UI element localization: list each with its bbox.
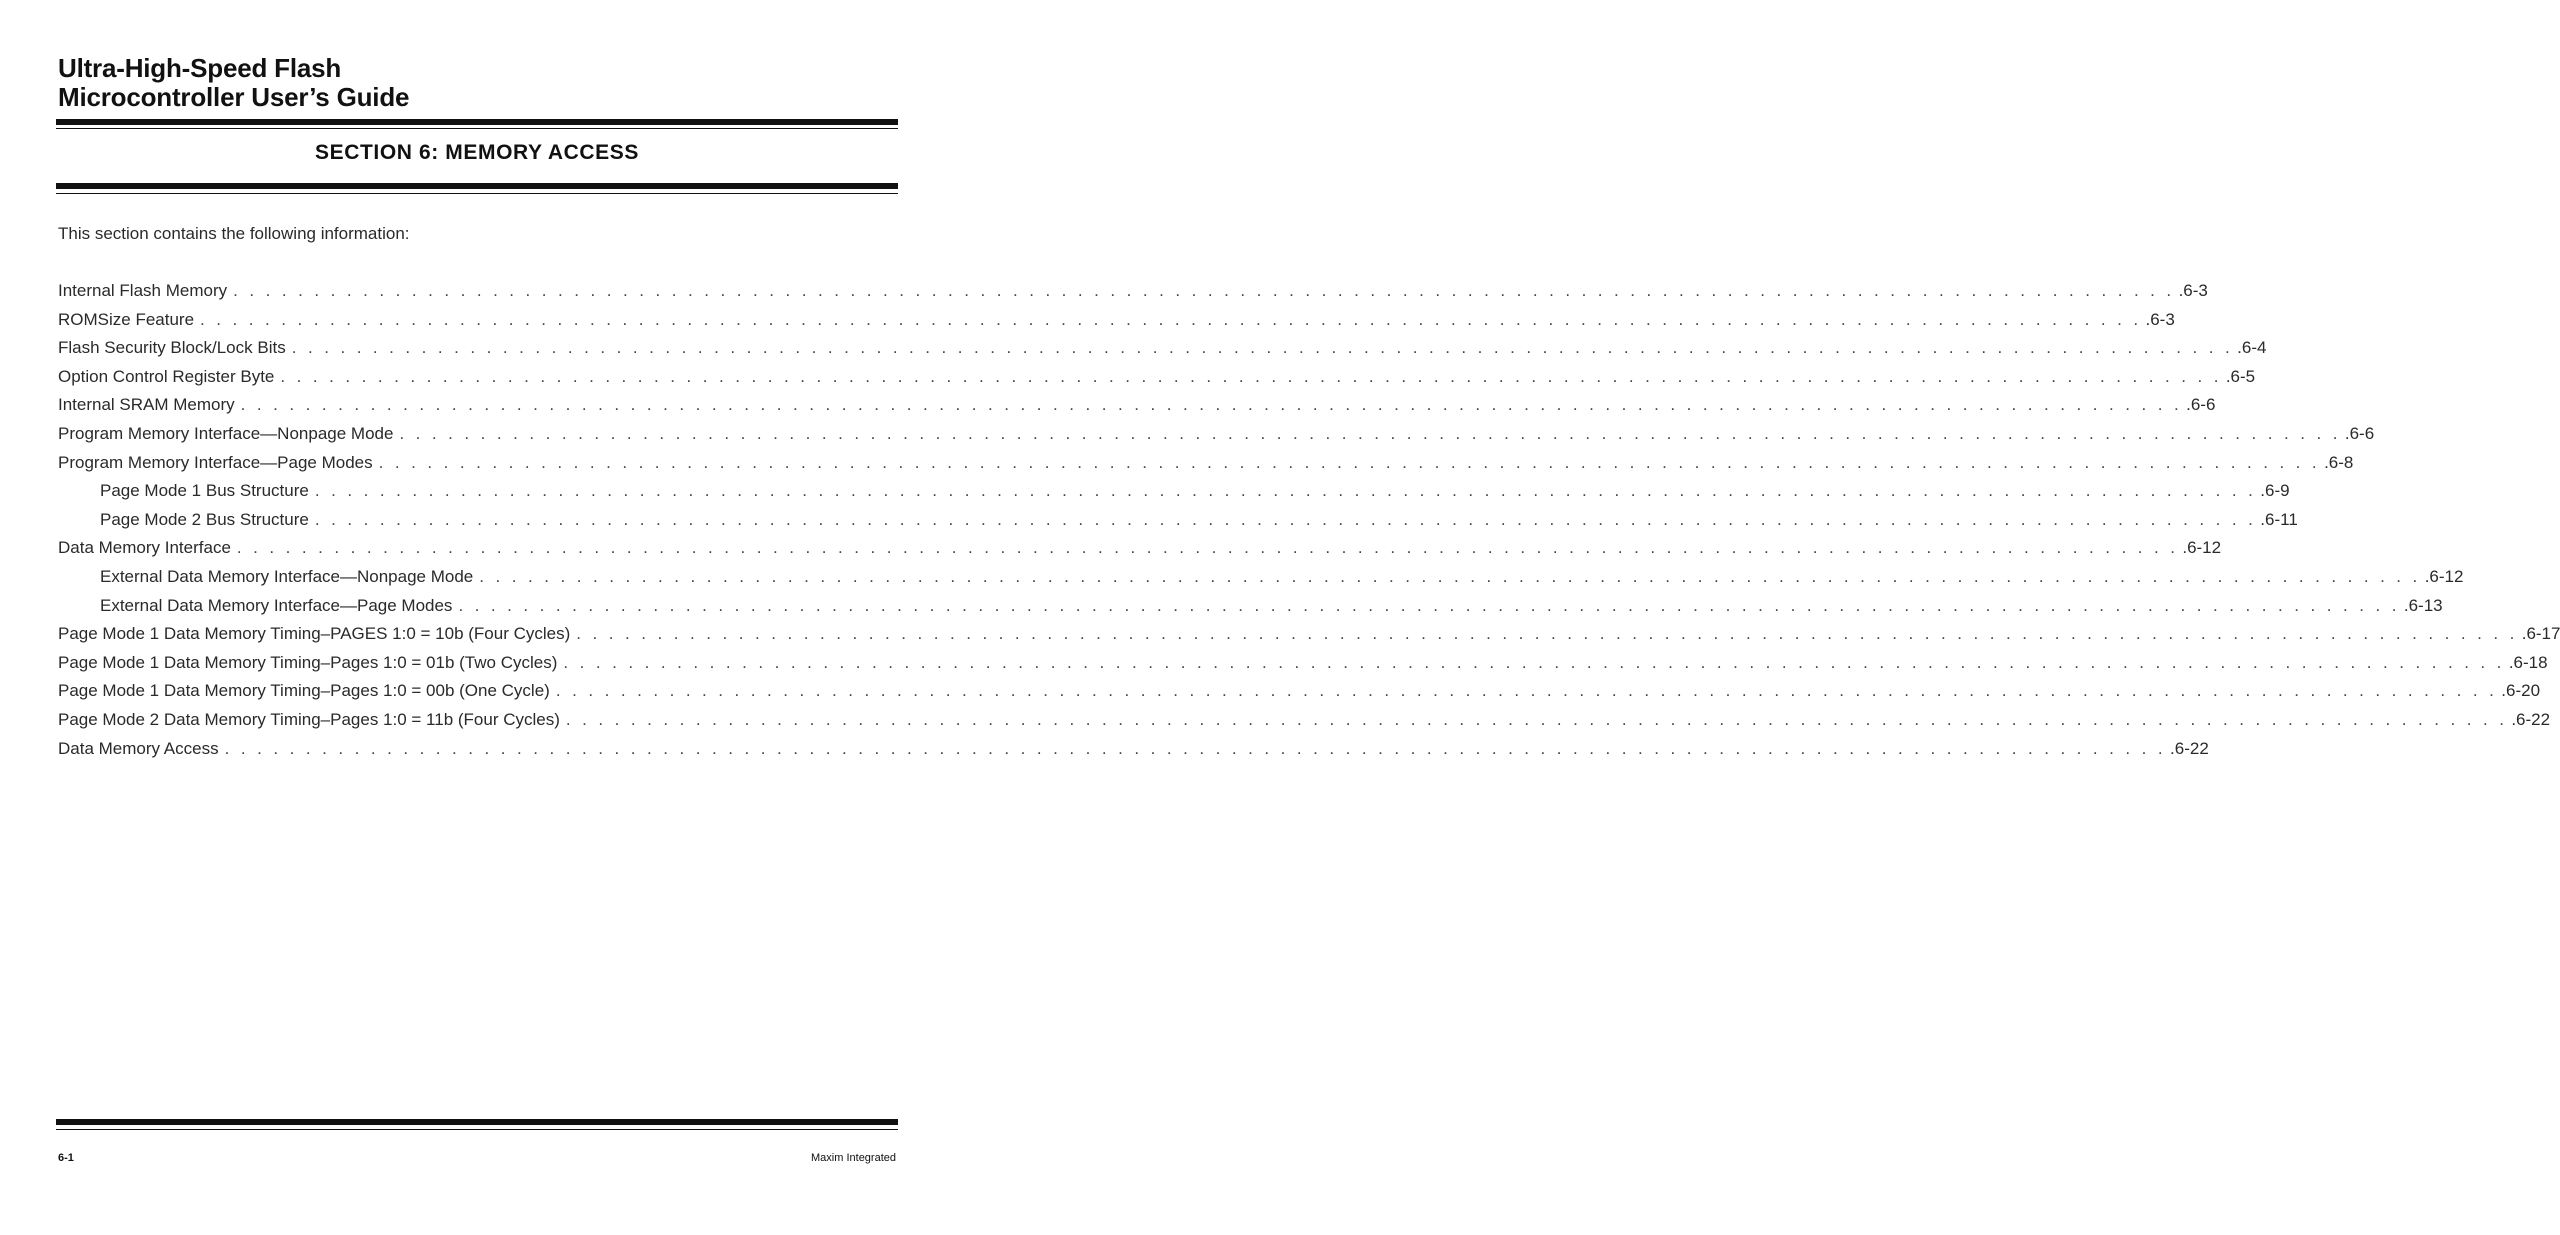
toc-entry-page: .6-12 (2182, 538, 2222, 558)
toc-entry (58, 566, 2464, 596)
table-of-contents (58, 281, 2560, 767)
toc-entry (58, 395, 2216, 424)
toc-entry (58, 738, 2209, 768)
toc-entry-title: Data Memory Interface (58, 538, 231, 558)
toc-entry-title: ROMSize Feature (58, 309, 195, 329)
toc-entry-title: Option Control Register Byte (58, 366, 275, 386)
section-rule-thick (56, 183, 898, 189)
toc-entry-page: .6-8 (2324, 452, 2354, 472)
footer-rule-thick (56, 1119, 898, 1125)
toc-entry (58, 423, 2375, 453)
toc-entry-title: Page Mode 1 Data Memory Timing–Pages 1:0 = 01b (Two Cycles) (58, 652, 558, 672)
toc-entry-page: .6-9 (2260, 481, 2290, 501)
toc-entry-title: Program Memory Interface—Page Modes (58, 452, 373, 472)
toc-dot-leader: . . . . . . . . . . . . . . . . . . . . . . . . . . . . . . . . . . . . . . . . . . . . . . . . . . . . . . . . . . . . . . . . . . . . . . . . . . . . . . . . . . . . . . . . . . . . . . . . . . . . . . . . . . . . . . . . . . . . . . . . (314, 481, 2257, 501)
toc-entry-title: Page Mode 2 Data Memory Timing–Pages 1:0 = 11b (Four Cycles) (58, 709, 560, 729)
toc-entry-page: .6-12 (2424, 566, 2464, 586)
company-name: Maxim Integrated (811, 1152, 896, 1164)
toc-entry (58, 366, 2256, 396)
toc-dot-leader: . . . . . . . . . . . . . . . . . . . . . . . . . . . . . . . . . . . . . . . . . . . . . . . . . . . . . . . . . . . . . . . . . . . . . . . . . . . . . . . . . . . . . . . . . . . . . . . . . . . . . . . . . . . . . . . . . . . . . . . . (291, 338, 2234, 358)
toc-entry (58, 338, 2267, 367)
toc-entry (58, 452, 2354, 482)
toc-entry-page: .6-11 (2260, 509, 2298, 529)
toc-dot-leader: . . . . . . . . . . . . . . . . . . . . . . . . . . . . . . . . . . . . . . . . . . . . . . . . . . . . . . . . . . . . . . . . . . . . . . . . . . . . . . . . . . . . . . . . . . . . . . . . . . . . . . . . . . . . . . . . . . . . . . . . (563, 652, 2505, 672)
toc-entry-title: Page Mode 2 Bus Structure (100, 509, 309, 529)
toc-entry (58, 309, 2175, 339)
page-number: 6-1 (58, 1152, 74, 1164)
toc-dot-leader: . . . . . . . . . . . . . . . . . . . . . . . . . . . . . . . . . . . . . . . . . . . . . . . . . . . . . . . . . . . . . . . . . . . . . . . . . . . . . . . . . . . . . . . . . . . . . . . . . . . . . . . . . . . . . . . . . . . . . . . . (200, 309, 2142, 329)
toc-entry-page: .6-20 (2501, 681, 2541, 701)
toc-dot-leader: . . . . . . . . . . . . . . . . . . . . . . . . . . . . . . . . . . . . . . . . . . . . . . . . . . . . . . . . . . . . . . . . . . . . . . . . . . . . . . . . . . . . . . . . . . . . . . . . . . . . . . . . . . . . . . . . . . . . . . . . (399, 423, 2341, 443)
section-rule-thin (56, 193, 898, 194)
toc-dot-leader: . . . . . . . . . . . . . . . . . . . . . . . . . . . . . . . . . . . . . . . . . . . . . . . . . . . . . . . . . . . . . . . . . . . . . . . . . . . . . . . . . . . . . . . . . . . . . . . . . . . . . . . . . . . . . . . . . . . . . . . . (458, 595, 2400, 615)
toc-entry-title: Flash Security Block/Lock Bits (58, 338, 286, 358)
toc-entry-page: .6-13 (2403, 595, 2443, 615)
toc-dot-leader: . . . . . . . . . . . . . . . . . . . . . . . . . . . . . . . . . . . . . . . . . . . . . . . . . . . . . . . . . . . . . . . . . . . . . . . . . . . . . . . . . . . . . . . . . . . . . . . . . . . . . . . . . . . . . . . . . . . . . . . . (224, 738, 2167, 758)
document-title (58, 54, 898, 112)
toc-entry-page: .6-17 (2521, 624, 2560, 644)
toc-entry (58, 652, 2548, 682)
toc-dot-leader: . . . . . . . . . . . . . . . . . . . . . . . . . . . . . . . . . . . . . . . . . . . . . . . . . . . . . . . . . . . . . . . . . . . . . . . . . . . . . . . . . . . . . . . . . . . . . . . . . . . . . . . . . . . . . . . . . . . . . . . . (280, 366, 2222, 386)
toc-entry-page: .6-3 (2145, 309, 2175, 329)
intro-text: This section contains the following information: (58, 224, 410, 243)
toc-dot-leader: . . . . . . . . . . . . . . . . . . . . . . . . . . . . . . . . . . . . . . . . . . . . . . . . . . . . . . . . . . . . . . . . . . . . . . . . . . . . . . . . . . . . . . . . . . . . . . . . . . . . . . . . . . . . . . . . . . . . . . . . (555, 681, 2498, 701)
toc-entry-page: .6-4 (2237, 338, 2267, 358)
toc-entry (58, 281, 2208, 310)
toc-entry-page: .6-6 (2186, 395, 2216, 415)
toc-entry-page: .6-6 (2344, 423, 2375, 443)
toc-entry-title: External Data Memory Interface—Nonpage Mode (100, 566, 474, 586)
toc-entry-page: .6-22 (2511, 709, 2551, 729)
header-rule-thick (56, 119, 898, 125)
toc-entry-page: .6-5 (2225, 366, 2256, 386)
toc-dot-leader: . . . . . . . . . . . . . . . . . . . . . . . . . . . . . . . . . . . . . . . . . . . . . . . . . . . . . . . . . . . . . . . . . . . . . . . . . . . . . . . . . . . . . . . . . . . . . . . . . . . . . . . . . . . . . . . . . . . . . . . . (565, 709, 2508, 729)
header-rule-thin (56, 128, 898, 129)
toc-entry-title: Internal SRAM Memory (58, 395, 235, 415)
toc-entry (58, 538, 2222, 567)
document-title-line1: Ultra-High-Speed Flash (58, 53, 342, 83)
document-title-line2: Microcontroller User’s Guide (58, 82, 410, 112)
toc-entry (58, 709, 2551, 739)
toc-entry-title: Data Memory Access (58, 738, 219, 758)
toc-entry-title: Internal Flash Memory (58, 281, 228, 300)
toc-entry-title: Page Mode 1 Data Memory Timing–PAGES 1:0 = 10b (Four Cycles) (58, 624, 571, 644)
toc-entry (58, 481, 2290, 510)
toc-entry-page: .6-18 (2508, 652, 2548, 672)
toc-entry-page: .6-22 (2170, 738, 2209, 758)
toc-dot-leader: . . . . . . . . . . . . . . . . . . . . . . . . . . . . . . . . . . . . . . . . . . . . . . . . . . . . . . . . . . . . . . . . . . . . . . . . . . . . . . . . . . . . . . . . . . . . . . . . . . . . . . . . . . . . . . . . . . . . . . . . (314, 509, 2257, 529)
toc-entry (58, 595, 2443, 625)
toc-entry-title: Program Memory Interface—Nonpage Mode (58, 423, 394, 443)
toc-entry (58, 509, 2298, 539)
section-title: SECTION 6: MEMORY ACCESS (315, 141, 639, 164)
toc-dot-leader: . . . . . . . . . . . . . . . . . . . . . . . . . . . . . . . . . . . . . . . . . . . . . . . . . . . . . . . . . . . . . . . . . . . . . . . . . . . . . . . . . . . . . . . . . . . . . . . . . . . . . . . . . . . . . . . . . . . . . . . . (479, 566, 2421, 586)
footer-rule-thin (56, 1129, 898, 1130)
toc-dot-leader: . . . . . . . . . . . . . . . . . . . . . . . . . . . . . . . . . . . . . . . . . . . . . . . . . . . . . . . . . . . . . . . . . . . . . . . . . . . . . . . . . . . . . . . . . . . . . . . . . . . . . . . . . . . . . . . . . . . . . . . . (378, 452, 2321, 472)
toc-dot-leader: . . . . . . . . . . . . . . . . . . . . . . . . . . . . . . . . . . . . . . . . . . . . . . . . . . . . . . . . . . . . . . . . . . . . . . . . . . . . . . . . . . . . . . . . . . . . . . . . . . . . . . . . . . . . . . . . . . . . . . . . (240, 395, 2183, 415)
toc-entry-title: External Data Memory Interface—Page Modes (100, 595, 453, 615)
toc-entry (58, 624, 2560, 653)
toc-dot-leader: . . . . . . . . . . . . . . . . . . . . . . . . . . . . . . . . . . . . . . . . . . . . . . . . . . . . . . . . . . . . . . . . . . . . . . . . . . . . . . . . . . . . . . . . . . . . . . . . . . . . . . . . . . . . . . . . . . . . . . . . (576, 624, 2518, 644)
toc-dot-leader: . . . . . . . . . . . . . . . . . . . . . . . . . . . . . . . . . . . . . . . . . . . . . . . . . . . . . . . . . . . . . . . . . . . . . . . . . . . . . . . . . . . . . . . . . . . . . . . . . . . . . . . . . . . . . . . . . . . . . . . . (233, 281, 2175, 300)
toc-entry-title: Page Mode 1 Data Memory Timing–Pages 1:0 = 00b (One Cycle) (58, 681, 550, 701)
toc-entry (58, 681, 2541, 710)
toc-entry-page: .6-3 (2178, 281, 2208, 300)
toc-entry-title: Page Mode 1 Bus Structure (100, 481, 309, 501)
toc-dot-leader: . . . . . . . . . . . . . . . . . . . . . . . . . . . . . . . . . . . . . . . . . . . . . . . . . . . . . . . . . . . . . . . . . . . . . . . . . . . . . . . . . . . . . . . . . . . . . . . . . . . . . . . . . . . . . . . . . . . . . . . . (236, 538, 2179, 558)
